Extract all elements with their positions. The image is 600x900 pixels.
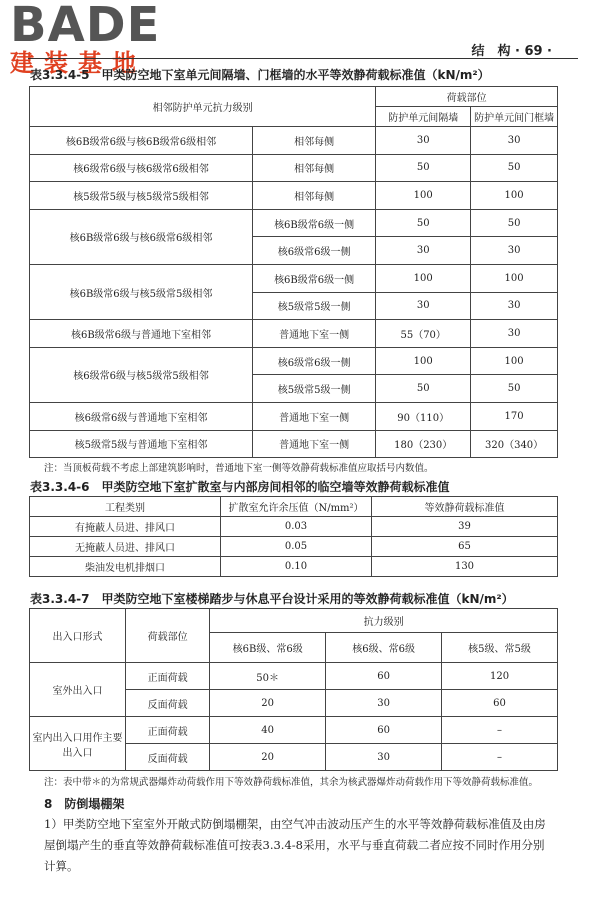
wall-value: 100	[376, 182, 471, 210]
value-cell: 20	[210, 690, 326, 717]
table2-caption: 表3.3.4-6 甲类防空地下室扩散室与内部房间相邻的临空墙等效静荷载标准值	[30, 480, 450, 494]
entry-cell: 室内出入口用作主要出入口	[30, 717, 126, 771]
table-row	[30, 430, 558, 458]
section-title: 8 防倒塌棚架	[44, 797, 125, 811]
table-cell: 0.10	[221, 557, 372, 577]
position-cell: 核6级常6级一侧	[253, 347, 376, 375]
door-value: 320（340）	[471, 430, 558, 458]
table-row	[30, 717, 558, 744]
wall-value: 180（230）	[376, 430, 471, 458]
table-row	[30, 127, 558, 155]
table-row	[30, 87, 558, 107]
table1-caption: 表3.3.4-5 甲类防空地下室单元间隔墙、门框墙的水平等效静荷载标准值（kN/m²）	[30, 68, 490, 82]
wall-value: 30	[376, 292, 471, 320]
wall-value: 55（70）	[376, 320, 471, 348]
value-cell: 30	[326, 744, 442, 771]
position-cell: 核6B级常6级一侧	[253, 209, 376, 237]
table1-note: 注：当顶板荷载不考虑上部建筑影响时，普通地下室一侧等效静荷载标准值应取括号内数值。	[44, 463, 434, 474]
table-row	[30, 320, 558, 348]
header-cell: 核5级、常5级	[442, 633, 558, 663]
level-cell: 核6B级常6级与核5级常5级相邻	[30, 264, 253, 319]
level-cell: 核5级常5级与普通地下室相邻	[30, 430, 253, 458]
header-rule	[28, 58, 578, 59]
logo-subtitle: 建装基地	[10, 49, 146, 77]
door-value: 50	[471, 209, 558, 237]
table-cell: 0.05	[221, 537, 372, 557]
position-cell: 相邻每侧	[253, 154, 376, 182]
wall-value: 50	[376, 209, 471, 237]
level-cell: 核6级常6级与核5级常5级相邻	[30, 347, 253, 402]
header-cell: 核6级、常6级	[326, 633, 442, 663]
table-row	[30, 182, 558, 210]
value-cell: 60	[326, 663, 442, 690]
table2	[29, 496, 558, 577]
table-row	[30, 537, 558, 557]
wall-value: 90（110）	[376, 402, 471, 430]
wall-value: 30	[376, 127, 471, 155]
level-cell: 核6B级常6级与核6级常6级相邻	[30, 209, 253, 264]
level-cell: 核6级常6级与普通地下室相邻	[30, 402, 253, 430]
level-cell: 核6B级常6级与普通地下室相邻	[30, 320, 253, 348]
table-cell: 无掩蔽人员进、排风口	[30, 537, 221, 557]
position-cell: 普通地下室一侧	[253, 320, 376, 348]
table1	[29, 86, 558, 458]
header-cell: 等效静荷载标准值	[372, 497, 558, 517]
table-cell: 130	[372, 557, 558, 577]
table-row	[30, 402, 558, 430]
wall-value: 100	[376, 264, 471, 292]
table-row	[30, 609, 558, 633]
value-cell: 60	[326, 717, 442, 744]
value-cell: 40	[210, 717, 326, 744]
header-cell: 出入口形式	[30, 609, 126, 663]
table3-note: 注：表中带＊的为常规武器爆炸动荷载作用下等效静荷载标准值，其余为核武器爆炸动荷载作用下等效静荷载标准值。	[44, 777, 539, 788]
header-cell: 防护单元间门框墙	[471, 107, 558, 127]
table-row	[30, 517, 558, 537]
table-row	[30, 347, 558, 375]
door-value: 30	[471, 237, 558, 265]
door-value: 30	[471, 127, 558, 155]
header-cell: 荷载部位	[126, 609, 210, 663]
table3-caption: 表3.3.4-7 甲类防空地下室楼梯踏步与休息平台设计采用的等效静荷载标准值（kN/m²）	[30, 592, 514, 606]
table3	[29, 608, 558, 771]
header-cell: 扩散室允许余压值（N/mm²）	[221, 497, 372, 517]
page-header: 结 构 · 69 ·	[471, 44, 552, 59]
door-value: 100	[471, 182, 558, 210]
door-value: 30	[471, 292, 558, 320]
part-cell: 正面荷载	[126, 717, 210, 744]
table-row	[30, 497, 558, 517]
door-value: 50	[471, 154, 558, 182]
wall-value: 50	[376, 154, 471, 182]
header-cell: 核6B级、常6级	[210, 633, 326, 663]
table-cell: 有掩蔽人员进、排风口	[30, 517, 221, 537]
header-cell: 抗力级别	[210, 609, 558, 633]
position-cell: 核5级常5级一侧	[253, 375, 376, 403]
table-cell: 65	[372, 537, 558, 557]
position-cell: 核5级常5级一侧	[253, 292, 376, 320]
door-value: 100	[471, 347, 558, 375]
wall-value: 50	[376, 375, 471, 403]
section-paragraph: 1）甲类防空地下室室外开敞式防倒塌棚架，由空气冲击波动压产生的水平等效静荷载标准值及由房屋倒塌产生的垂直等效静荷载标准值可按表3.3.4-8采用，水平与垂直荷载二者应按不同时作用分别计算。	[44, 817, 546, 873]
table-row	[30, 663, 558, 690]
bade-logo	[10, 0, 185, 75]
level-cell: 核6B级常6级与核6B级常6级相邻	[30, 127, 253, 155]
door-value: 170	[471, 402, 558, 430]
header-cell: 荷载部位	[376, 87, 558, 107]
position-cell: 普通地下室一侧	[253, 430, 376, 458]
part-cell: 反面荷载	[126, 744, 210, 771]
wall-value: 30	[376, 237, 471, 265]
value-cell: 30	[326, 690, 442, 717]
level-cell: 核6级常6级与核6级常6级相邻	[30, 154, 253, 182]
table-row	[30, 557, 558, 577]
position-cell: 核6级常6级一侧	[253, 237, 376, 265]
value-cell: 120	[442, 663, 558, 690]
table-cell: 0.03	[221, 517, 372, 537]
value-cell: 20	[210, 744, 326, 771]
door-value: 30	[471, 320, 558, 348]
part-cell: 正面荷载	[126, 663, 210, 690]
door-value: 100	[471, 264, 558, 292]
value-cell: 60	[442, 690, 558, 717]
entry-cell: 室外出入口	[30, 663, 126, 717]
header-cell: 相邻防护单元抗力级别	[30, 87, 376, 127]
table-cell: 柴油发电机排烟口	[30, 557, 221, 577]
logo-brand: BADE	[10, 0, 161, 53]
position-cell: 核6B级常6级一侧	[253, 264, 376, 292]
position-cell: 相邻每侧	[253, 127, 376, 155]
table-row	[30, 209, 558, 237]
wall-value: 100	[376, 347, 471, 375]
table-row	[30, 264, 558, 292]
value-cell: –	[442, 717, 558, 744]
value-cell: 50＊	[210, 663, 326, 690]
value-cell: –	[442, 744, 558, 771]
position-cell: 普通地下室一侧	[253, 402, 376, 430]
level-cell: 核5级常5级与核5级常5级相邻	[30, 182, 253, 210]
part-cell: 反面荷载	[126, 690, 210, 717]
table-cell: 39	[372, 517, 558, 537]
door-value: 50	[471, 375, 558, 403]
table-row	[30, 154, 558, 182]
header-cell: 防护单元间隔墙	[376, 107, 471, 127]
header-cell: 工程类别	[30, 497, 221, 517]
position-cell: 相邻每侧	[253, 182, 376, 210]
